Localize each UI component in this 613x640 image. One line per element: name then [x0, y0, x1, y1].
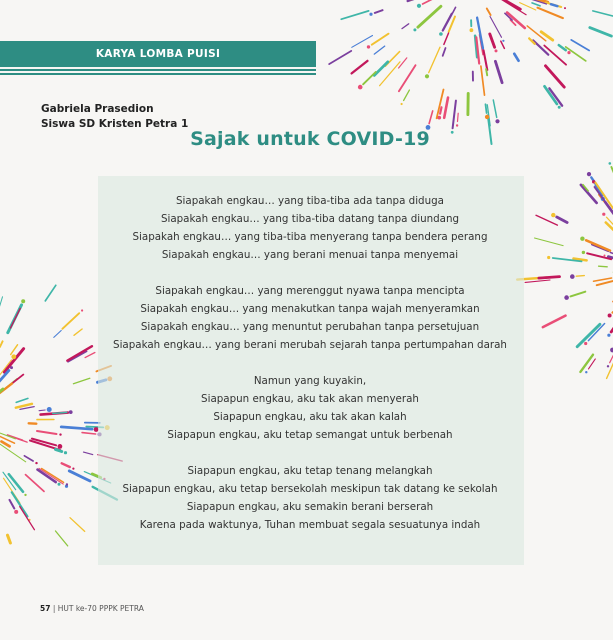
author-name: Gabriela Prasedion [41, 103, 154, 115]
confetti-dot [485, 115, 489, 119]
confetti-streak [576, 276, 584, 277]
confetti-dot [502, 40, 504, 42]
confetti-streak [68, 351, 87, 362]
poem-line: Siapakah engkau… yang berani menuai tanpa menyemai [161, 249, 459, 261]
confetti-dot [439, 32, 443, 36]
confetti-dot [64, 451, 67, 454]
poem-line: Siapapun engkau, aku tak akan menyerah [201, 393, 419, 405]
confetti-streak [525, 280, 550, 282]
confetti-streak [571, 292, 586, 297]
poem-line: Siapapun engkau, aku tak akan kalah [213, 411, 407, 423]
confetti-streak [429, 111, 433, 124]
confetti-streak [62, 313, 79, 329]
confetti-dot [425, 74, 429, 78]
confetti-dot [607, 334, 610, 337]
confetti-dot [570, 274, 575, 279]
confetti-dot [358, 85, 363, 90]
confetti-dot [24, 494, 26, 496]
banner-underline [0, 69, 316, 71]
confetti-streak [0, 341, 3, 347]
confetti-streak [593, 11, 613, 16]
confetti-streak [607, 357, 613, 378]
banner-label: KARYA LOMBA PUISI [95, 48, 221, 60]
confetti-dot [470, 28, 474, 32]
confetti-streak [16, 398, 28, 402]
confetti-streak [352, 61, 368, 74]
confetti-dot [585, 371, 587, 373]
confetti-dot [456, 124, 458, 126]
poem-stanza-4 [100, 462, 520, 534]
confetti-streak [8, 435, 23, 440]
footer-separator: | [52, 604, 56, 613]
confetti-streak [429, 47, 440, 72]
confetti-dot [608, 314, 612, 318]
confetti-streak [37, 431, 57, 434]
confetti-streak [539, 277, 560, 279]
confetti-streak [404, 90, 410, 100]
section-banner [0, 41, 316, 67]
page-footer [40, 604, 144, 613]
confetti-dot [602, 213, 605, 216]
confetti-streak [571, 40, 589, 51]
confetti-streak [26, 475, 45, 492]
confetti-streak [85, 353, 95, 358]
confetti-dot [587, 172, 591, 176]
confetti-streak [493, 100, 496, 117]
confetti-streak [606, 223, 613, 240]
confetti-streak [402, 24, 409, 29]
confetti-dot [10, 366, 13, 369]
confetti-streak [496, 0, 520, 9]
poem-line: Siapakah engkau… yang menuntut perubahan tanpa persetujuan [140, 321, 480, 333]
confetti-streak [11, 345, 18, 355]
confetti-streak [458, 113, 459, 121]
confetti-streak [67, 346, 92, 360]
confetti-streak [82, 433, 96, 434]
confetti-streak [375, 10, 383, 13]
poem-line: Siapapun engkau, aku tetap bersekolah meskipun tak datang ke sekolah [122, 483, 498, 495]
poem-line: Siapapun engkau, aku tetap semangat untuk berbenah [167, 429, 453, 441]
confetti-streak [0, 297, 3, 324]
confetti-dot [66, 483, 68, 485]
banner-underline-second [0, 73, 316, 75]
confetti-dot [11, 354, 16, 359]
confetti-dot [413, 28, 416, 31]
confetti-streak [10, 500, 15, 509]
confetti-streak [484, 50, 488, 70]
poem-line: Siapakah engkau… yang tiba-tiba ada tanpa diduga [176, 195, 444, 207]
page-number: 57 [40, 604, 51, 613]
confetti-dot [609, 162, 612, 165]
confetti-streak [372, 34, 389, 45]
poem-stanza-3 [100, 372, 520, 444]
poem-line: Karena pada waktunya, Tuhan membuat segala sesuatunya indah [139, 519, 481, 531]
poem-line: Siapapun engkau, aku tetap tenang melangkah [187, 465, 433, 477]
confetti-streak [577, 324, 600, 346]
confetti-dot [551, 213, 555, 217]
confetti-streak [8, 535, 11, 543]
confetti-streak [501, 41, 505, 48]
poem-title: Sajak untuk COVID-19 [190, 128, 430, 150]
confetti-dot [59, 433, 61, 435]
poem-stanza-2 [100, 282, 520, 354]
confetti-dot [72, 468, 74, 470]
confetti-dot [47, 407, 52, 412]
confetti-streak [557, 217, 567, 223]
confetti-streak [476, 37, 479, 63]
confetti-dot [558, 106, 561, 109]
confetti-streak [453, 7, 456, 13]
confetti-streak [595, 187, 612, 211]
confetti-streak [559, 45, 566, 50]
confetti-streak [538, 8, 563, 18]
confetti-dot [584, 342, 587, 345]
confetti-streak [13, 375, 23, 383]
confetti-streak [580, 355, 593, 372]
confetti-dot [607, 365, 609, 367]
confetti-streak [590, 28, 612, 36]
confetti-dot [582, 251, 585, 254]
confetti-streak [74, 329, 82, 335]
confetti-streak [453, 101, 456, 129]
confetti-dot [567, 51, 570, 54]
confetti-streak [329, 51, 351, 64]
confetti-streak [39, 468, 63, 484]
confetti-dot [547, 256, 550, 259]
confetti-dot [81, 309, 83, 311]
poem-line: Siapakah engkau… yang tiba-tiba menyerang tanpa bendera perang [132, 231, 488, 243]
confetti-dot [21, 299, 25, 303]
confetti-dot [14, 510, 18, 514]
confetti-streak [73, 378, 89, 383]
confetti-streak [423, 0, 441, 4]
confetti-streak [0, 444, 26, 462]
confetti-streak [444, 98, 448, 118]
confetti-streak [532, 3, 540, 6]
poem-line: Siapakah engkau… yang merenggut nyawa tanpa mencipta [155, 285, 465, 297]
confetti-streak [363, 72, 376, 84]
poem-line: Siapakah engkau… yang tiba-tiba datang tanpa diundang [160, 213, 460, 225]
confetti-streak [486, 104, 487, 113]
poem-body [100, 192, 520, 552]
footer-publication: HUT ke-70 PPPK PETRA [57, 604, 144, 613]
confetti-dot [58, 483, 61, 486]
confetti-dot [417, 4, 421, 8]
confetti-streak [341, 11, 368, 19]
author-school: Siswa SD Kristen Petra 1 [41, 118, 189, 130]
confetti-streak [84, 452, 93, 455]
confetti-dot [35, 462, 37, 464]
confetti-streak [70, 518, 85, 532]
confetti-streak [20, 507, 35, 530]
confetti-dot [367, 45, 370, 48]
poem-line: Namun yang kuyakin, [253, 375, 367, 387]
confetti-dot [369, 13, 372, 16]
confetti-streak [443, 48, 446, 56]
confetti-streak [481, 66, 485, 95]
confetti-streak [594, 278, 612, 281]
confetti-dot [495, 49, 498, 52]
confetti-streak [546, 66, 565, 87]
confetti-streak [444, 33, 449, 44]
confetti-streak [62, 463, 70, 467]
confetti-streak [500, 0, 526, 15]
confetti-dot [69, 410, 73, 414]
confetti-streak [490, 34, 495, 47]
confetti-streak [514, 54, 518, 61]
confetti-streak [11, 308, 21, 328]
confetti-streak [543, 316, 566, 328]
confetti-dot [564, 295, 569, 300]
confetti-streak [586, 240, 610, 250]
confetti-streak [374, 62, 388, 76]
confetti-streak [418, 6, 441, 27]
poem-line: Siapakah engkau… yang berani merubah sejarah tanpa pertumpahan darah [113, 339, 507, 351]
confetti-streak [56, 531, 68, 546]
confetti-streak [56, 449, 62, 451]
confetti-streak [45, 285, 56, 301]
confetti-streak [486, 69, 487, 75]
confetti-streak [440, 107, 441, 113]
poem-stanza-1 [100, 192, 520, 264]
confetti-dot [401, 103, 403, 105]
confetti-streak [54, 331, 61, 338]
confetti-dot [495, 119, 499, 123]
confetti-streak [595, 183, 613, 209]
confetti-dot [604, 255, 606, 257]
confetti-dot [58, 444, 63, 449]
confetti-streak [374, 46, 384, 54]
confetti-streak [399, 58, 407, 68]
confetti-streak [551, 4, 558, 6]
confetti-streak [399, 65, 416, 91]
confetti-streak [535, 238, 564, 246]
confetti-streak [0, 383, 12, 400]
confetti-streak [24, 456, 33, 461]
confetti-streak [599, 266, 608, 267]
confetti-streak [495, 61, 502, 82]
confetti-dot [564, 7, 566, 9]
confetti-streak [487, 9, 491, 16]
confetti-dot [580, 237, 584, 241]
confetti-streak [4, 349, 23, 372]
confetti-streak [490, 16, 502, 37]
confetti-streak [39, 410, 45, 411]
poem-line: Siapapun engkau, aku semakin berani berserah [186, 501, 434, 513]
poem-line: Siapakah engkau… yang menakutkan tanpa wajah menyeramkan [140, 303, 480, 315]
